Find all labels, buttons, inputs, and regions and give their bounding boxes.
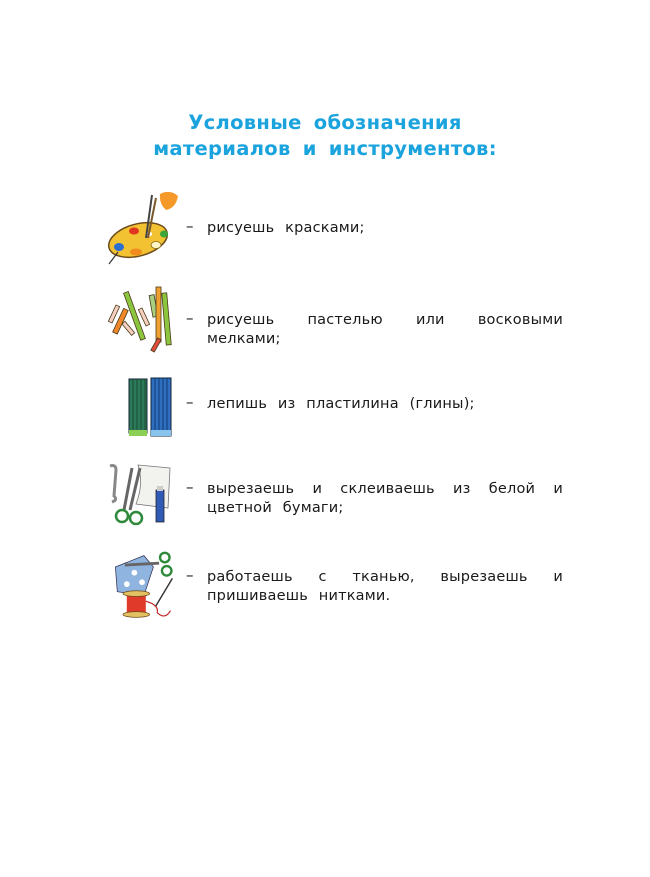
plasticine-icon — [104, 373, 180, 449]
legend-item-pastels — [104, 283, 574, 359]
title-line-2: материалов и инструментов: — [153, 137, 497, 160]
paint-palette-icon — [104, 190, 180, 266]
title-line-1: Условные обозначения — [188, 111, 462, 134]
legend-text: рисуешь красками; — [207, 220, 365, 236]
fabric-thread-needle-icon — [104, 548, 180, 624]
legend-text: работаешь с тканью, вырезаешь и пришиваешь нитками. — [207, 569, 563, 604]
dash: – — [186, 478, 194, 496]
page-title — [0, 110, 650, 162]
legend-item-fabric — [104, 548, 574, 628]
legend-text: лепишь из пластилина (глины); — [207, 396, 475, 412]
legend-item-paints — [104, 190, 574, 266]
legend-text: рисуешь пастелью или восковыми мелками; — [207, 312, 563, 347]
dash: – — [186, 393, 194, 411]
dash: – — [186, 217, 194, 235]
legend-text: вырезаешь и склеиваешь из белой и цветной бумаги; — [207, 481, 563, 516]
dash: – — [186, 309, 194, 327]
legend-item-plasticine — [104, 373, 574, 449]
dash: – — [186, 566, 194, 584]
legend-item-paper — [104, 460, 574, 536]
scissors-glue-paper-icon — [104, 460, 180, 536]
pastels-crayons-icon — [104, 283, 180, 359]
